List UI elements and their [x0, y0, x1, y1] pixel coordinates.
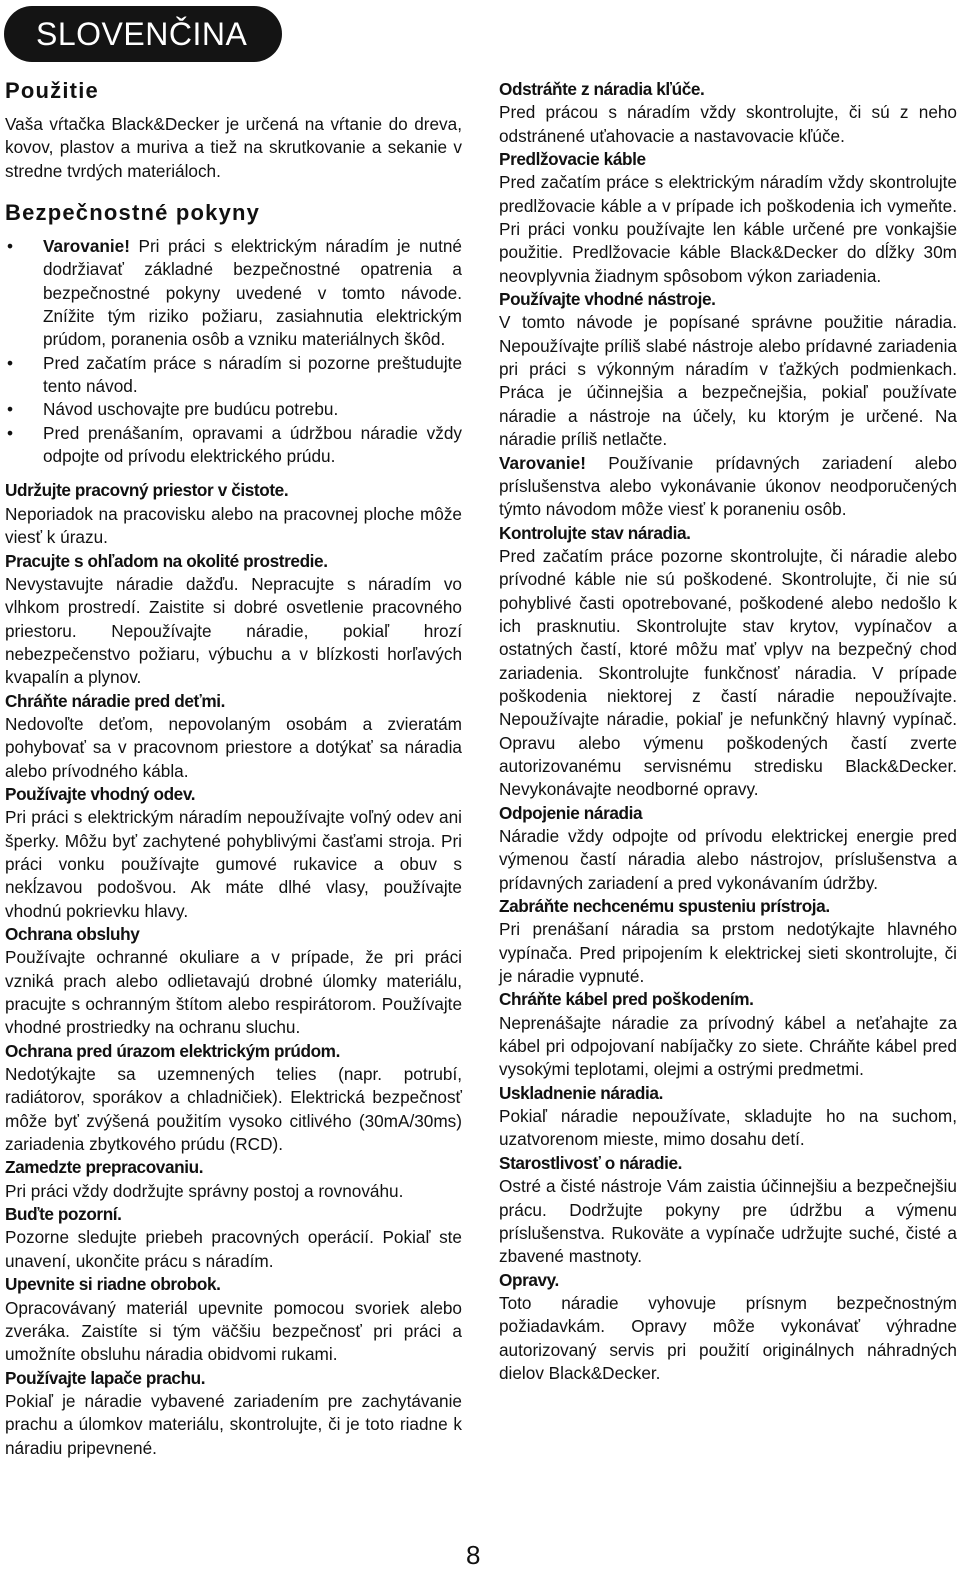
care-heading: Starostlivosť o náradie.	[499, 1152, 682, 1173]
safety-bullet-list	[5, 235, 462, 468]
language-tab: SLOVENČINA	[4, 6, 282, 62]
bullet-item	[5, 352, 462, 399]
bullet-icon: •	[7, 352, 14, 373]
dust-heading: Používajte lapače prachu.	[5, 1367, 206, 1388]
bullet-item	[5, 235, 462, 352]
alert-heading: Buďte pozorní.	[5, 1204, 122, 1225]
warning-lead: Varovanie!	[499, 452, 586, 473]
right-column	[499, 78, 957, 1385]
bullet-warning-lead: Varovanie!	[43, 236, 130, 257]
extension-cables-heading: Predlžovacie káble	[499, 149, 646, 170]
workplace-text: Neporiadok na pracovisku alebo na pracovnej ploche môže viesť k úrazu.	[5, 503, 462, 548]
bullet-icon: •	[7, 422, 14, 443]
bullet-icon: •	[7, 236, 14, 257]
storage-heading: Uskladnenie náradia.	[499, 1082, 663, 1103]
repairs-heading: Opravy.	[499, 1269, 559, 1290]
use-text: Vaša vŕtačka Black&Decker je určená na vŕtanie do dreva, kovov, plastov a muriva a tiež na skrutkovanie a sekanie v stredne tvrdých materiáloch.	[5, 114, 462, 181]
surroundings-heading: Pracujte s ohľadom na okolité prostredie.	[5, 550, 328, 571]
cable-text: Neprenášajte náradie za prívodný kábel a neťahajte za kábel pri odpojovaní nabíjačky zo siete. Chráňte kábel pred vysokými teplotami, olejmi a ostrými predmetmi.	[499, 1012, 957, 1080]
children-heading: Chráňte náradie pred deťmi.	[5, 690, 225, 711]
check-heading: Kontrolujte stav náradia.	[499, 522, 691, 543]
unintended-start-text: Pri prenášaní náradia sa prstom nedotýkajte hlavného vypínača. Pred pripojením k elektrickej sieti skontrolujte, či je náradie vypnuté.	[499, 919, 957, 987]
overreach-heading: Zamedzte prepracovaniu.	[5, 1157, 204, 1178]
protection-heading: Ochrana obsluhy	[5, 924, 140, 944]
secure-heading: Upevnite si riadne obrobok.	[5, 1274, 221, 1295]
repairs-text: Toto náradie vyhovuje prísnym bezpečnostným požiadavkám. Opravy môže vykonávať výhradne autorizovaný servis pri použití originálnych náhradných dielov Black&Decker.	[499, 1292, 957, 1383]
tools-text: V tomto návode je popísané správne použitie náradia. Nepoužívajte príliš slabé nástroje alebo prídavné zariadenia pri práci s výkonným náradím v ťažkých podmienkach. Práca je účinnejšia a bezpečnejšia, pokiaľ používate náradie a nástroje na účely, ku ktorým je určené. Na náradie príliš netlačte.	[499, 312, 957, 450]
clothing-text: Pri práci s elektrickým náradím nepoužívajte voľný odev ani šperky. Môžu byť zachytené pohyblivými časťami stroja. Pri práci vonku používajte gumové rukavice a obuv s nekĺzavou podošvou. Ak máte dlhé vlasy, používajte vhodnú pokrievku hlavy.	[5, 807, 462, 921]
clothing-heading: Používajte vhodný odev.	[5, 783, 196, 804]
bullet-text: Pred prenášaním, opravami a údržbou náradie vždy odpojte od prívodu elektrického prúdu.	[43, 422, 462, 467]
warning-text: Používanie prídavných zariadení alebo príslušenstva alebo vykonávanie úkonov neodporučených týmto návodom môže viesť k poraneniu osôb.	[499, 452, 957, 520]
children-text: Nedovoľte deťom, nepovolaným osobám a zvieratám pohybovať sa v pracovnom priestore a dotýkať sa náradia alebo prívodného kábla.	[5, 713, 462, 781]
bullet-text: Pri práci s elektrickým náradím je nutné dodržiavať základné bezpečnostné opatrenia a bezpečnostné pokyny uvedené v tomto návode. Znížite tým riziko požiaru, zasiahnutia elektrickým prúdom, poranenia osôb a vzniku materiálnych škôd.	[43, 236, 462, 350]
use-heading: Použitie	[5, 78, 99, 103]
dust-text: Pokiaľ je náradie vybavené zariadením pre zachytávanie prachu a úlomkov materiálu, skontrolujte, či je toto riadne k náradiu pripevnené.	[5, 1390, 462, 1458]
alert-text: Pozorne sledujte priebeh pracovných operácií. Pokiaľ ste unavení, ukončite prácu s náradím.	[5, 1227, 462, 1271]
page-number: 8	[466, 1540, 481, 1570]
keys-text: Pred prácou s náradím vždy skontrolujte, či sú z neho odstránené uťahovacie a nastavovacie kľúče.	[499, 102, 957, 146]
bullet-text: Pred začatím práce s náradím si pozorne preštudujte tento návod.	[43, 352, 462, 397]
warning-paragraph	[499, 452, 957, 522]
cable-heading: Chráňte kábel pred poškodením.	[499, 989, 754, 1010]
extension-cables-text: Pred začatím práce s elektrickým náradím vždy skontrolujte predlžovacie káble a v prípade ich poškodenia ich vymeňte. Pri práci vonku používajte len káble určené pre vonkajšie použitie. Predlžovacie káble Black&Decker do dĺžky 30m neovplyvnia žiadnym spôsobom výkon zariadenia.	[499, 172, 957, 286]
check-text: Pred začatím práce pozorne skontrolujte, či náradie alebo prívodné káble nie sú poškodené. Skontrolujte, či nie sú pohyblivé časti opotrebované, poškodené alebo nedošlo k ich prasknutiu. Skontrolujte stav krytov, vypínačov a ostatných častí, ktoré môžu mať vplyv na bezpečný chod zariadenia. Skontrolujte funkčnosť náradia. V prípade poškodenia niektorej z častí náradie nepoužívajte. Nepoužívajte náradie, pokiaľ je nefunkčný hlavný vypínač. Opravu alebo výmenu poškodených častí zverte autorizovanému servisnému stredisku Black&Decker. Nevykonávajte neodborné opravy.	[499, 545, 957, 800]
overreach-text: Pri práci vždy dodržujte správny postoj a rovnováhu.	[5, 1180, 404, 1201]
bullet-item	[5, 422, 462, 469]
left-column	[5, 78, 462, 1460]
shock-heading: Ochrana pred úrazom elektrickým prúdom.	[5, 1040, 340, 1061]
disconnect-heading: Odpojenie náradia	[499, 802, 643, 823]
bullet-item	[5, 398, 462, 421]
tools-heading: Používajte vhodné nástroje.	[499, 289, 716, 310]
bullet-icon: •	[7, 399, 14, 420]
keys-heading: Odstráňte z náradia kľúče.	[499, 79, 705, 99]
protection-text: Používajte ochranné okuliare a v prípade, že pri práci vzniká prach alebo odlietavajú drobné úlomky materiálu, pracujte s ochranným štítom alebo respirátorom. Používajte vhodné prostriedky na ochranu sluchu.	[5, 947, 462, 1038]
surroundings-text: Nevystavujte náradie dažďu. Nepracujte s náradím vo vlhkom prostredí. Zaistite si dobré osvetlenie pracovného priestoru. Nepoužívajte náradie, pokiaľ hrozí nebezpečenstvo požiaru, výbuchu a v blízkosti horľavých kvapalín a plynov.	[5, 573, 462, 688]
workplace-heading: Udržujte pracovný priestor v čistote.	[5, 480, 289, 501]
care-text: Ostré a čisté nástroje Vám zaistia účinnejšiu a bezpečnejšiu prácu. Dodržujte pokyny pre údržbu a výmenu príslušenstva. Rukoväte a vypínače udržujte suché, čisté a zbavené mastnoty.	[499, 1176, 957, 1267]
unintended-start-heading: Zabráňte nechcenému spusteniu prístroja.	[499, 896, 830, 917]
secure-text: Opracovávaný materiál upevnite pomocou svoriek alebo zveráka. Zaistíte si tým väčšiu bezpečnosť pri práci a umožníte obsluhu náradia obidvomi rukami.	[5, 1297, 462, 1365]
bullet-text: Návod uschovajte pre budúcu potrebu.	[43, 399, 339, 420]
shock-text: Nedotýkajte sa uzemnených telies (napr. potrubí, radiátorov, sporákov a chladničiek). Elektrická bezpečnosť môže byť zvýšená použitím vysoko citlivého (30mA/30ms) zariadenia zbytkového prúdu (RCD).	[5, 1064, 462, 1155]
storage-text: Pokiaľ náradie nepoužívate, skladujte ho na suchom, uzatvorenom mieste, mimo dosahu detí.	[499, 1106, 957, 1150]
disconnect-text: Náradie vždy odpojte od prívodu elektrickej energie pred výmenou častí náradia alebo nástrojov, príslušenstva a prídavných zariadení a pred vykonávaním údržby.	[499, 826, 957, 893]
safety-heading: Bezpečnostné pokyny	[5, 200, 261, 226]
